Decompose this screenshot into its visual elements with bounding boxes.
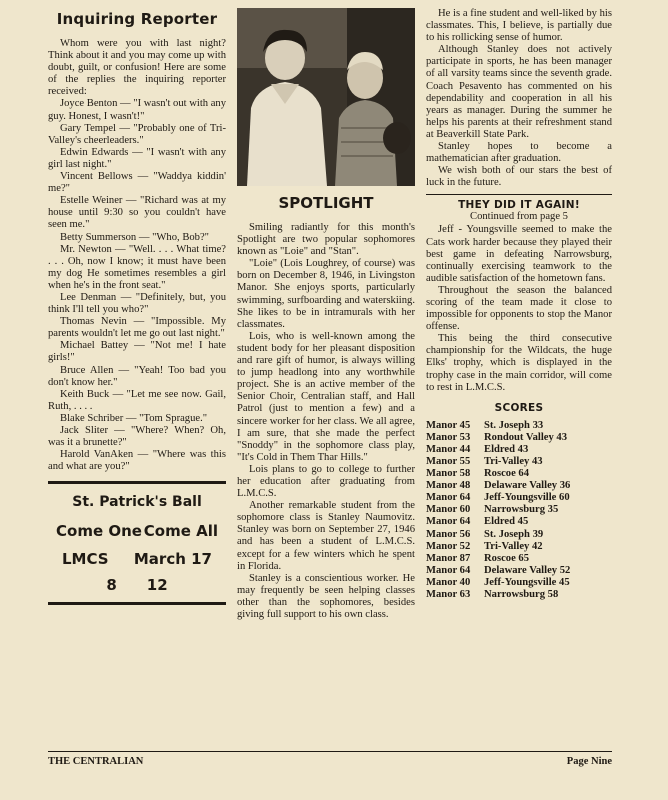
score-row bbox=[426, 444, 610, 456]
ball-rule-top bbox=[48, 481, 226, 484]
reply-item: Lee Denman — "Definitely, but, you think I'll tell you who?" bbox=[48, 291, 226, 316]
score-away: Narrowsburg 35 bbox=[484, 504, 559, 516]
spotlight-paragraph: "Loie" (Lois Loughrey, of course) was born on December 8, 1946, in Livingston Manor. She enjoys sports, particularly swimming, surfboarding and waterskiing. She likes to be in intramurals with her classmates. bbox=[237, 258, 415, 330]
reply-item: Edwin Edwards — "I wasn't with any girl last night." bbox=[48, 146, 226, 170]
score-home: Manor 64 bbox=[426, 516, 471, 528]
score-away: St. Joseph 33 bbox=[484, 419, 544, 431]
scores-title: SCORES bbox=[494, 401, 544, 414]
spotlight-photo-image bbox=[237, 8, 415, 186]
spotlight-paragraph: Another remarkable student from the sophomore class is Stanley Naumovitz. Stanley was born on September 27, 1946 and has been a student of L.M.C.S. except for a few winters which he spent in Florida. bbox=[237, 500, 415, 572]
spotlight-paragraph: Smiling radiantly for this month's Spotlight are two popular sophomores known as "Loie" and "Stan". bbox=[237, 222, 415, 258]
score-home: Manor 53 bbox=[426, 431, 471, 443]
reply-item: Thomas Nevin — "Impossible. My parents wouldn't let me go out last night." bbox=[48, 316, 226, 340]
score-home: Manor 58 bbox=[426, 468, 471, 480]
score-row bbox=[426, 492, 610, 504]
did-it-paragraph: Jeff - Youngsville seemed to make the Cats work harder because they played their best game in defeating Narrowsburg, continually exercising teamwork to the audible satisfaction of the hometown fans. bbox=[426, 224, 612, 284]
reply-item: Blake Schriber — "Tom Sprague." bbox=[60, 412, 208, 424]
ball-end-time: 12 bbox=[146, 576, 168, 595]
spotlight-title: SPOTLIGHT bbox=[278, 194, 374, 212]
score-row bbox=[426, 456, 610, 468]
reply-list bbox=[48, 98, 226, 473]
reply-item: Mr. Newton — "Well. . . . What time? . . . Oh, now I know; it must have been my dog He sometimes resembles a girl when he's in the front seat." bbox=[48, 243, 226, 291]
footer-page-number: Page Nine bbox=[566, 756, 612, 767]
reply-item: Vincent Bellows — "Waddya kiddin' me?" bbox=[48, 171, 226, 195]
score-away: Eldred 43 bbox=[484, 443, 529, 455]
score-home: Manor 55 bbox=[426, 456, 471, 467]
score-home: Manor 40 bbox=[426, 576, 471, 588]
reply-item: Jack Sliter — "Where? When? Oh, was it a brunette?" bbox=[48, 425, 226, 449]
ball-come-all: Come All bbox=[143, 522, 218, 541]
score-row bbox=[426, 480, 610, 492]
ball-title: St. Patrick's Ball bbox=[72, 494, 202, 511]
spotlight-paragraph: Stanley is a conscientious worker. He may frequently be seen helping classes other than the sophomores, besides giving full support to his own class. bbox=[237, 572, 415, 620]
footer-rule bbox=[48, 751, 612, 752]
ball-date: March 17 bbox=[133, 550, 212, 569]
score-row bbox=[426, 553, 610, 565]
did-it-title: THEY DID IT AGAIN! bbox=[458, 199, 580, 212]
spotlight-article-continued bbox=[426, 8, 612, 189]
score-row bbox=[426, 565, 610, 577]
reply-item: Estelle Weiner — "Richard was at my house until 9:30 so you couldn't have seen me." bbox=[48, 195, 226, 231]
did-it-paragraph: Throughout the season the balanced scoring of the team made it close to impossible for opponents to stop the Manor offense. bbox=[426, 284, 612, 333]
reply-item: Gary Tempel — "Probably one of Tri-Valley's cheerleaders." bbox=[48, 122, 226, 146]
score-row bbox=[426, 577, 610, 589]
score-home: Manor 64 bbox=[426, 564, 471, 576]
score-away: Narrowsburg 58 bbox=[484, 589, 559, 601]
score-row bbox=[426, 516, 610, 528]
spotlight-article bbox=[237, 222, 415, 621]
score-row bbox=[426, 432, 610, 444]
score-row bbox=[426, 529, 610, 541]
score-home: Manor 56 bbox=[426, 528, 471, 540]
score-away: Jeff-Youngsville 60 bbox=[484, 492, 570, 504]
score-away: Tri-Valley 43 bbox=[484, 456, 543, 467]
ball-rule-bottom bbox=[48, 602, 226, 605]
score-away: Rondout Valley 43 bbox=[484, 431, 568, 443]
score-away: Delaware Valley 52 bbox=[484, 564, 571, 576]
reply-item: Bruce Allen — "Yeah! Too bad you don't know her." bbox=[48, 364, 226, 388]
score-home: Manor 52 bbox=[426, 540, 471, 552]
reply-item: Joyce Benton — "I wasn't out with any guy. Honest, I wasn't!" bbox=[48, 98, 226, 122]
spotlight-photo bbox=[237, 8, 415, 186]
score-away: Jeff-Youngsville 45 bbox=[484, 576, 570, 588]
ball-start-time: 8 bbox=[106, 576, 117, 595]
scores-table bbox=[426, 420, 610, 601]
did-it-paragraph: This being the third consecutive championship for the Wildcats, the huge Elks' trophy, which is displayed in the trophy case in the main corridor, will come to rest in L.M.C.S. bbox=[426, 333, 612, 393]
spotlight-paragraph: Stanley hopes to become a mathematician after graduation. bbox=[426, 141, 612, 165]
did-it-rule bbox=[426, 194, 612, 195]
score-row bbox=[426, 504, 610, 516]
reply-item: Harold VanAken — "Where was this and what are you?" bbox=[48, 449, 226, 473]
reply-item: Betty Summerson — "Who, Bob?" bbox=[60, 231, 210, 243]
spotlight-paragraph: Although Stanley does not actively participate in sports, he has been manager of all varsity teams since the seventh grade. Coach Pesavento has commented on his dependability and cooperation in all his years as manager. During the summer he helps his parents at their refreshment stand at Beaverkill State Park. bbox=[426, 44, 612, 140]
score-away: Delaware Valley 36 bbox=[484, 480, 571, 492]
st-patricks-ball-notice bbox=[48, 494, 226, 594]
score-away: St. Joseph 39 bbox=[484, 528, 544, 540]
did-it-article bbox=[426, 224, 612, 393]
score-away: Roscoe 65 bbox=[484, 552, 530, 564]
score-home: Manor 48 bbox=[426, 480, 471, 492]
score-away: Roscoe 64 bbox=[484, 468, 530, 480]
continued-note: Continued from page 5 bbox=[470, 211, 568, 223]
column-inquiring-reporter bbox=[48, 8, 226, 605]
score-home: Manor 44 bbox=[426, 443, 471, 455]
spotlight-paragraph: We wish both of our stars the best of luck in the future. bbox=[426, 165, 612, 189]
score-away: Eldred 45 bbox=[484, 516, 529, 528]
ball-school: LMCS bbox=[62, 550, 109, 569]
score-away: Tri-Valley 42 bbox=[484, 540, 543, 552]
spotlight-paragraph: Lois plans to go to college to further her education after graduating from L.M.C.S. bbox=[237, 463, 415, 500]
reply-item: Keith Buck — "Let me see now. Gail, Ruth, . . . . bbox=[48, 388, 226, 412]
column-spotlight bbox=[237, 8, 415, 621]
score-home: Manor 45 bbox=[426, 419, 471, 431]
spotlight-paragraph: Lois, who is well-known among the student body for her pleasant disposition and rare gift of humor, is always willing to jump headlong into any worthwhile project. She is an active member of the Senior Choir, Centralian staff, and Hall Patrol (just to mention a few) and a sincere worker for her class. We all agree, I am sure, that she made the perfect "Snoddy" in the sophomore class play, "It's Cold in Them Thar Hills." bbox=[237, 330, 415, 463]
footer-publication: THE CENTRALIAN bbox=[48, 756, 144, 767]
reply-item: Michael Battey — "Not me! I hate girls!" bbox=[48, 340, 226, 364]
column-right bbox=[426, 8, 612, 601]
score-home: Manor 60 bbox=[426, 504, 471, 516]
ball-come-one: Come One bbox=[56, 522, 142, 541]
score-row bbox=[426, 541, 610, 553]
score-home: Manor 64 bbox=[426, 492, 471, 504]
inquiring-reporter-intro: Whom were you with last night? Think about it and you may come up with doubt, guilt, or confusion! Here are some of the replies the inquiring reporter received: bbox=[48, 38, 226, 98]
score-home: Manor 87 bbox=[426, 552, 471, 564]
score-home: Manor 63 bbox=[426, 589, 471, 601]
score-row bbox=[426, 589, 610, 601]
inquiring-reporter-title: Inquiring Reporter bbox=[56, 10, 218, 28]
score-row bbox=[426, 468, 610, 480]
score-row bbox=[426, 420, 610, 432]
spotlight-paragraph: He is a fine student and well-liked by his classmates. This, I believe, is partially due to his rollicking sense of humor. bbox=[426, 8, 612, 44]
